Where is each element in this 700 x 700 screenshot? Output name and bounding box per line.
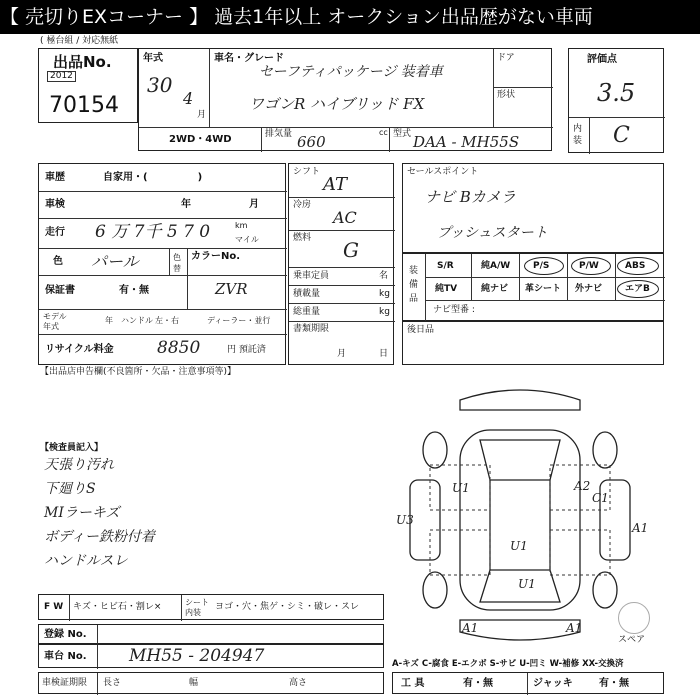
doc-month: 月 [337, 349, 347, 359]
inspector-note: 天張り汚れ [44, 457, 114, 473]
equip-sr: S/R [437, 261, 454, 271]
damage-mark: U1 [452, 481, 470, 495]
score-label: 評価点 [587, 54, 617, 65]
top-note: ( 極台組 / 対応無紙 [40, 36, 119, 46]
sales-point-label: セールスポイント [407, 167, 479, 177]
interior-label: 内装 [573, 124, 583, 146]
year-label: 年式 [143, 53, 163, 64]
color-change: 色替 [173, 253, 181, 273]
shaken-year: 年 [181, 199, 191, 210]
jack-value: 有・無 [599, 678, 629, 689]
wheel-front-left [423, 432, 447, 468]
damage-mark: A1 [632, 521, 649, 535]
history-box [38, 163, 286, 365]
damage-mark: U3 [396, 513, 414, 527]
score-box [568, 48, 664, 153]
displacement-value: 660 [297, 133, 326, 151]
equip-navi: 純ナビ [481, 284, 509, 294]
ac-value: AC [333, 208, 357, 227]
vehicle-box [138, 48, 552, 151]
month-value: 4 [183, 89, 194, 108]
later-items-box [402, 321, 664, 365]
navi-model-label: ナビ型番 : [433, 305, 475, 315]
equip-ext-navi: 外ナビ [575, 284, 603, 294]
capacity-label: 乗車定員 [293, 271, 330, 281]
lot-box [38, 48, 138, 123]
name-value: ワゴンR ハイブリッド FX [249, 95, 425, 113]
seat-text: ヨゴ・穴・焦ゲ・シミ・破レ・スレ [215, 602, 360, 612]
jack-label: ジャッキ [533, 678, 573, 689]
equip-pw: P/W [579, 261, 599, 271]
equip-tv: 純TV [435, 284, 458, 294]
damage-mark: A2 [574, 479, 591, 493]
shape-label: 形状 [497, 90, 516, 100]
damage-mark: C1 [592, 491, 609, 505]
wheel-rear-right [593, 572, 617, 608]
pw-circle [571, 257, 611, 275]
fw-row [38, 594, 384, 620]
inspector-note: MIラーキズ [44, 505, 120, 521]
doc-label: 書類期限 [293, 324, 330, 334]
tools-label: 工 具 [401, 678, 425, 689]
weight-unit: kg [379, 307, 390, 317]
recycle-suffix: 円 預託済 [227, 345, 266, 355]
spare-tire-icon [618, 602, 650, 634]
mileage-value: 6 万 7千 5 7 0 [95, 222, 211, 242]
dealer-label: ディーラー・並行 [207, 316, 271, 325]
shift-value: AT [323, 174, 348, 195]
color-no-value: ZVR [215, 280, 248, 298]
shift-label: シフト [293, 167, 321, 177]
wheel-rear-left [423, 572, 447, 608]
fuel-label: 燃料 [293, 233, 312, 243]
damage-mark: A1 [566, 621, 583, 635]
color-no-label: カラーNo. [191, 251, 241, 262]
lot-label: 出品No. [53, 53, 112, 71]
model-year-unit: 年 [105, 316, 113, 325]
recycle-label: リサイクル料金 [45, 344, 114, 355]
load-label: 積載量 [293, 289, 321, 299]
fuel-value: G [343, 238, 359, 262]
color-label: 色 [53, 256, 63, 267]
equip-abs: ABS [625, 261, 646, 271]
windshield [480, 440, 560, 480]
equip-airbag: エアB [625, 284, 650, 294]
grade-value: セーフティパッケージ 装着車 [259, 64, 443, 80]
front-bumper [460, 390, 580, 410]
warranty-label: 保証書 [45, 285, 75, 296]
drive-label: 2WD・4WD [169, 134, 232, 145]
specs-box [288, 163, 394, 365]
damage-mark: U1 [518, 577, 536, 591]
cert-label: 車検証期限 [42, 678, 88, 688]
fw-text: キズ・ヒビ石・割レ× [73, 602, 162, 612]
inspector-label: 【検査員記入】 [40, 443, 104, 453]
cc-unit: cc [379, 128, 388, 137]
handle-label: ハンドル [121, 316, 153, 325]
km-unit: km [235, 221, 248, 230]
reki-label: 車歴 [45, 172, 65, 183]
page-header [0, 0, 700, 34]
shaken-month: 月 [249, 199, 259, 210]
cert-row [38, 672, 384, 694]
shaken-label: 車検 [45, 199, 65, 210]
seat-label: シート 内装 [185, 598, 209, 617]
cert-height: 高さ [289, 678, 308, 688]
registration-label: 登録 No. [44, 629, 87, 640]
fw-label: F W [44, 602, 64, 612]
color-value: パール [91, 252, 139, 271]
inspector-note: 下廻りS [44, 481, 96, 497]
abs-circle [617, 257, 659, 275]
ac-label: 冷房 [293, 200, 312, 210]
mile-unit: マイル [235, 235, 259, 244]
reki-value: 自家用・( ) [103, 172, 203, 183]
inspector-note: ボディー鉄粉付着 [44, 529, 155, 545]
cert-length: 長さ [103, 678, 122, 688]
sales-point-box [402, 163, 664, 253]
wheel-front-right [593, 432, 617, 468]
chassis-value: MH55 - 204947 [129, 646, 265, 666]
damage-legend: A-キズ C-腐食 E-エクボ S-サビ U-凹ミ W-補修 XX-交換済 [392, 659, 624, 669]
model-label: 型式 [393, 129, 412, 139]
damage-mark: A1 [462, 621, 479, 635]
model-year-label: モデル 年式 [43, 312, 67, 331]
chassis-row [38, 644, 384, 668]
registration-row [38, 624, 384, 644]
tools-jack-row [392, 672, 664, 694]
handle-value: 左・右 [155, 316, 179, 325]
load-unit: kg [379, 289, 390, 299]
spare-label: スペア [618, 635, 646, 645]
ps-circle [524, 257, 564, 275]
later-items-label: 後日品 [407, 325, 435, 335]
weight-label: 総重量 [293, 307, 321, 317]
score-value: 3.5 [597, 79, 636, 107]
airbag-circle [617, 280, 659, 298]
lot-number: 70154 [49, 93, 119, 118]
equipment-box [402, 253, 664, 321]
seller-notes-label: 【出品店申告欄(不良箇所・欠品・注意事項等)】 [40, 367, 237, 377]
month-suffix: 月 [197, 110, 207, 120]
doc-day: 日 [379, 349, 389, 359]
header-title: 【 売切りEXコーナー 】 過去1年以上 オークション出品歴がない車両 [0, 6, 593, 28]
damage-mark: U1 [510, 539, 528, 553]
year-value: 30 [147, 73, 173, 97]
name-label: 車名・グレード [214, 53, 284, 64]
tools-value: 有・無 [463, 678, 493, 689]
equip-ps: P/S [533, 261, 550, 271]
sales-point-line1: ナビ Bカメラ [425, 188, 516, 206]
model-value: DAA - MH55S [413, 133, 520, 151]
warranty-value: 有・無 [119, 285, 149, 296]
side-left [410, 480, 440, 560]
recycle-value: 8850 [157, 338, 201, 358]
equip-alloy: 純A/W [481, 261, 511, 271]
inspector-note: ハンドルスレ [44, 553, 128, 569]
equipment-label: 装備品 [409, 266, 419, 304]
capacity-unit: 名 [379, 271, 389, 281]
cert-width: 幅 [189, 678, 199, 688]
interior-value: C [613, 123, 630, 148]
chassis-label: 車台 No. [44, 651, 87, 662]
equip-leather: 革シート [525, 284, 562, 294]
sales-point-line2: プッシュスタート [437, 225, 548, 241]
mileage-label: 走行 [45, 227, 65, 238]
displacement-label: 排気量 [265, 129, 293, 139]
door-label: ドア [497, 53, 515, 63]
lot-year-tag: 2012 [47, 71, 76, 82]
